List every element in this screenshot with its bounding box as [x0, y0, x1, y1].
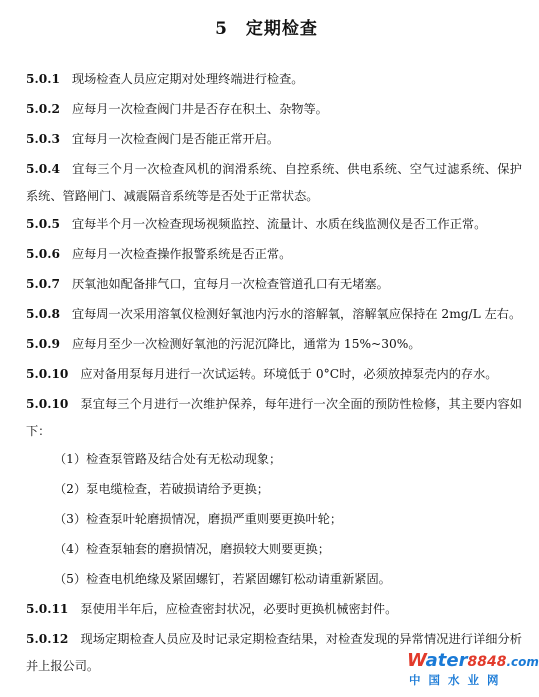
clause-text: 泵宜每三个月进行一次维护保养，每年进行一次全面的预防性检修，其主要内容如下： — [26, 397, 522, 438]
clause — [26, 271, 522, 298]
clause-text: 现场定期检查人员应及时记录定期检查结果，对检查发现的异常情况进行详细分析并上报公司。 — [26, 632, 522, 673]
clause — [26, 241, 522, 268]
section-title-text: 定期检查 — [245, 19, 318, 39]
clause — [26, 126, 522, 153]
clause-number: 5.0.6 — [26, 247, 60, 261]
clause-number: 5.0.9 — [26, 337, 60, 351]
clause-number: 5.0.11 — [26, 602, 69, 616]
clause — [26, 391, 522, 445]
watermark-site-name: 中国水业网 — [409, 673, 507, 687]
clause-text: 宜每月一次检查阀门是否能正常开启。 — [71, 132, 280, 146]
clause — [26, 361, 522, 388]
clause-text: 应对备用泵每月进行一次试运转。环境低于 0°C时，必须放掉泵壳内的存水。 — [80, 367, 498, 381]
clause-text: 现场检查人员应定期对处理终端进行检查。 — [71, 72, 304, 86]
sub-item: （4）检查泵轴套的磨损情况，磨损较大则要更换； — [54, 542, 330, 556]
clause-number: 5.0.10 — [26, 397, 69, 411]
clause-number: 5.0.10 — [26, 367, 69, 381]
watermark-brand: Water8848.com — [407, 650, 539, 671]
clause — [26, 96, 522, 123]
clause-number: 5.0.3 — [26, 132, 60, 146]
section-title — [0, 14, 533, 39]
section-number: 5 — [215, 19, 228, 39]
clause-text: 宜每半个月一次检查现场视频监控、流量计、水质在线监测仪是否工作正常。 — [71, 217, 487, 231]
clause-number: 5.0.2 — [26, 102, 60, 116]
clause — [26, 596, 522, 623]
clause-number: 5.0.1 — [26, 72, 60, 86]
clause — [26, 66, 522, 93]
clause-number: 5.0.7 — [26, 277, 60, 291]
clause-number: 5.0.8 — [26, 307, 60, 321]
clause-text: 泵使用半年后，应检查密封状况，必要时更换机械密封件。 — [80, 602, 398, 616]
sub-item: （3）检查泵叶轮磨损情况，磨损严重则要更换叶轮； — [54, 512, 343, 526]
clause-number: 5.0.4 — [26, 162, 60, 176]
clause-number: 5.0.12 — [26, 632, 69, 646]
clause-text: 宜每周一次采用溶氧仪检测好氧池内污水的溶解氧，溶解氧应保持在 2mg/L 左右。 — [71, 307, 522, 321]
sub-item: （1）检查泵管路及结合处有无松动现象； — [54, 452, 282, 466]
clause-text: 应每月至少一次检测好氧池的污泥沉降比，通常为 15%~30%。 — [71, 337, 421, 351]
clause — [26, 331, 522, 358]
sub-item: （5）检查电机绝缘及紧固螺钉，若紧固螺钉松动请重新紧固。 — [54, 572, 391, 586]
clause-text: 应每月一次检查阀门井是否存在积土、杂物等。 — [71, 102, 328, 116]
clause — [26, 301, 522, 328]
sub-item: （2）泵电缆检查，若破损请给予更换； — [54, 482, 269, 496]
watermark-logo — [407, 650, 539, 691]
clause-list — [26, 66, 522, 683]
clause-text: 厌氧池如配备排气口，宜每月一次检查管道孔口有无堵塞。 — [71, 277, 389, 291]
clause — [26, 211, 522, 238]
clause-text: 应每月一次检查操作报警系统是否正常。 — [71, 247, 292, 261]
clause — [26, 156, 522, 210]
clause-text: 宜每三个月一次检查风机的润滑系统、自控系统、供电系统、空气过滤系统、保护系统、管路闸门、减震隔音系统等是否处于正常状态。 — [26, 162, 522, 203]
clause-number: 5.0.5 — [26, 217, 60, 231]
